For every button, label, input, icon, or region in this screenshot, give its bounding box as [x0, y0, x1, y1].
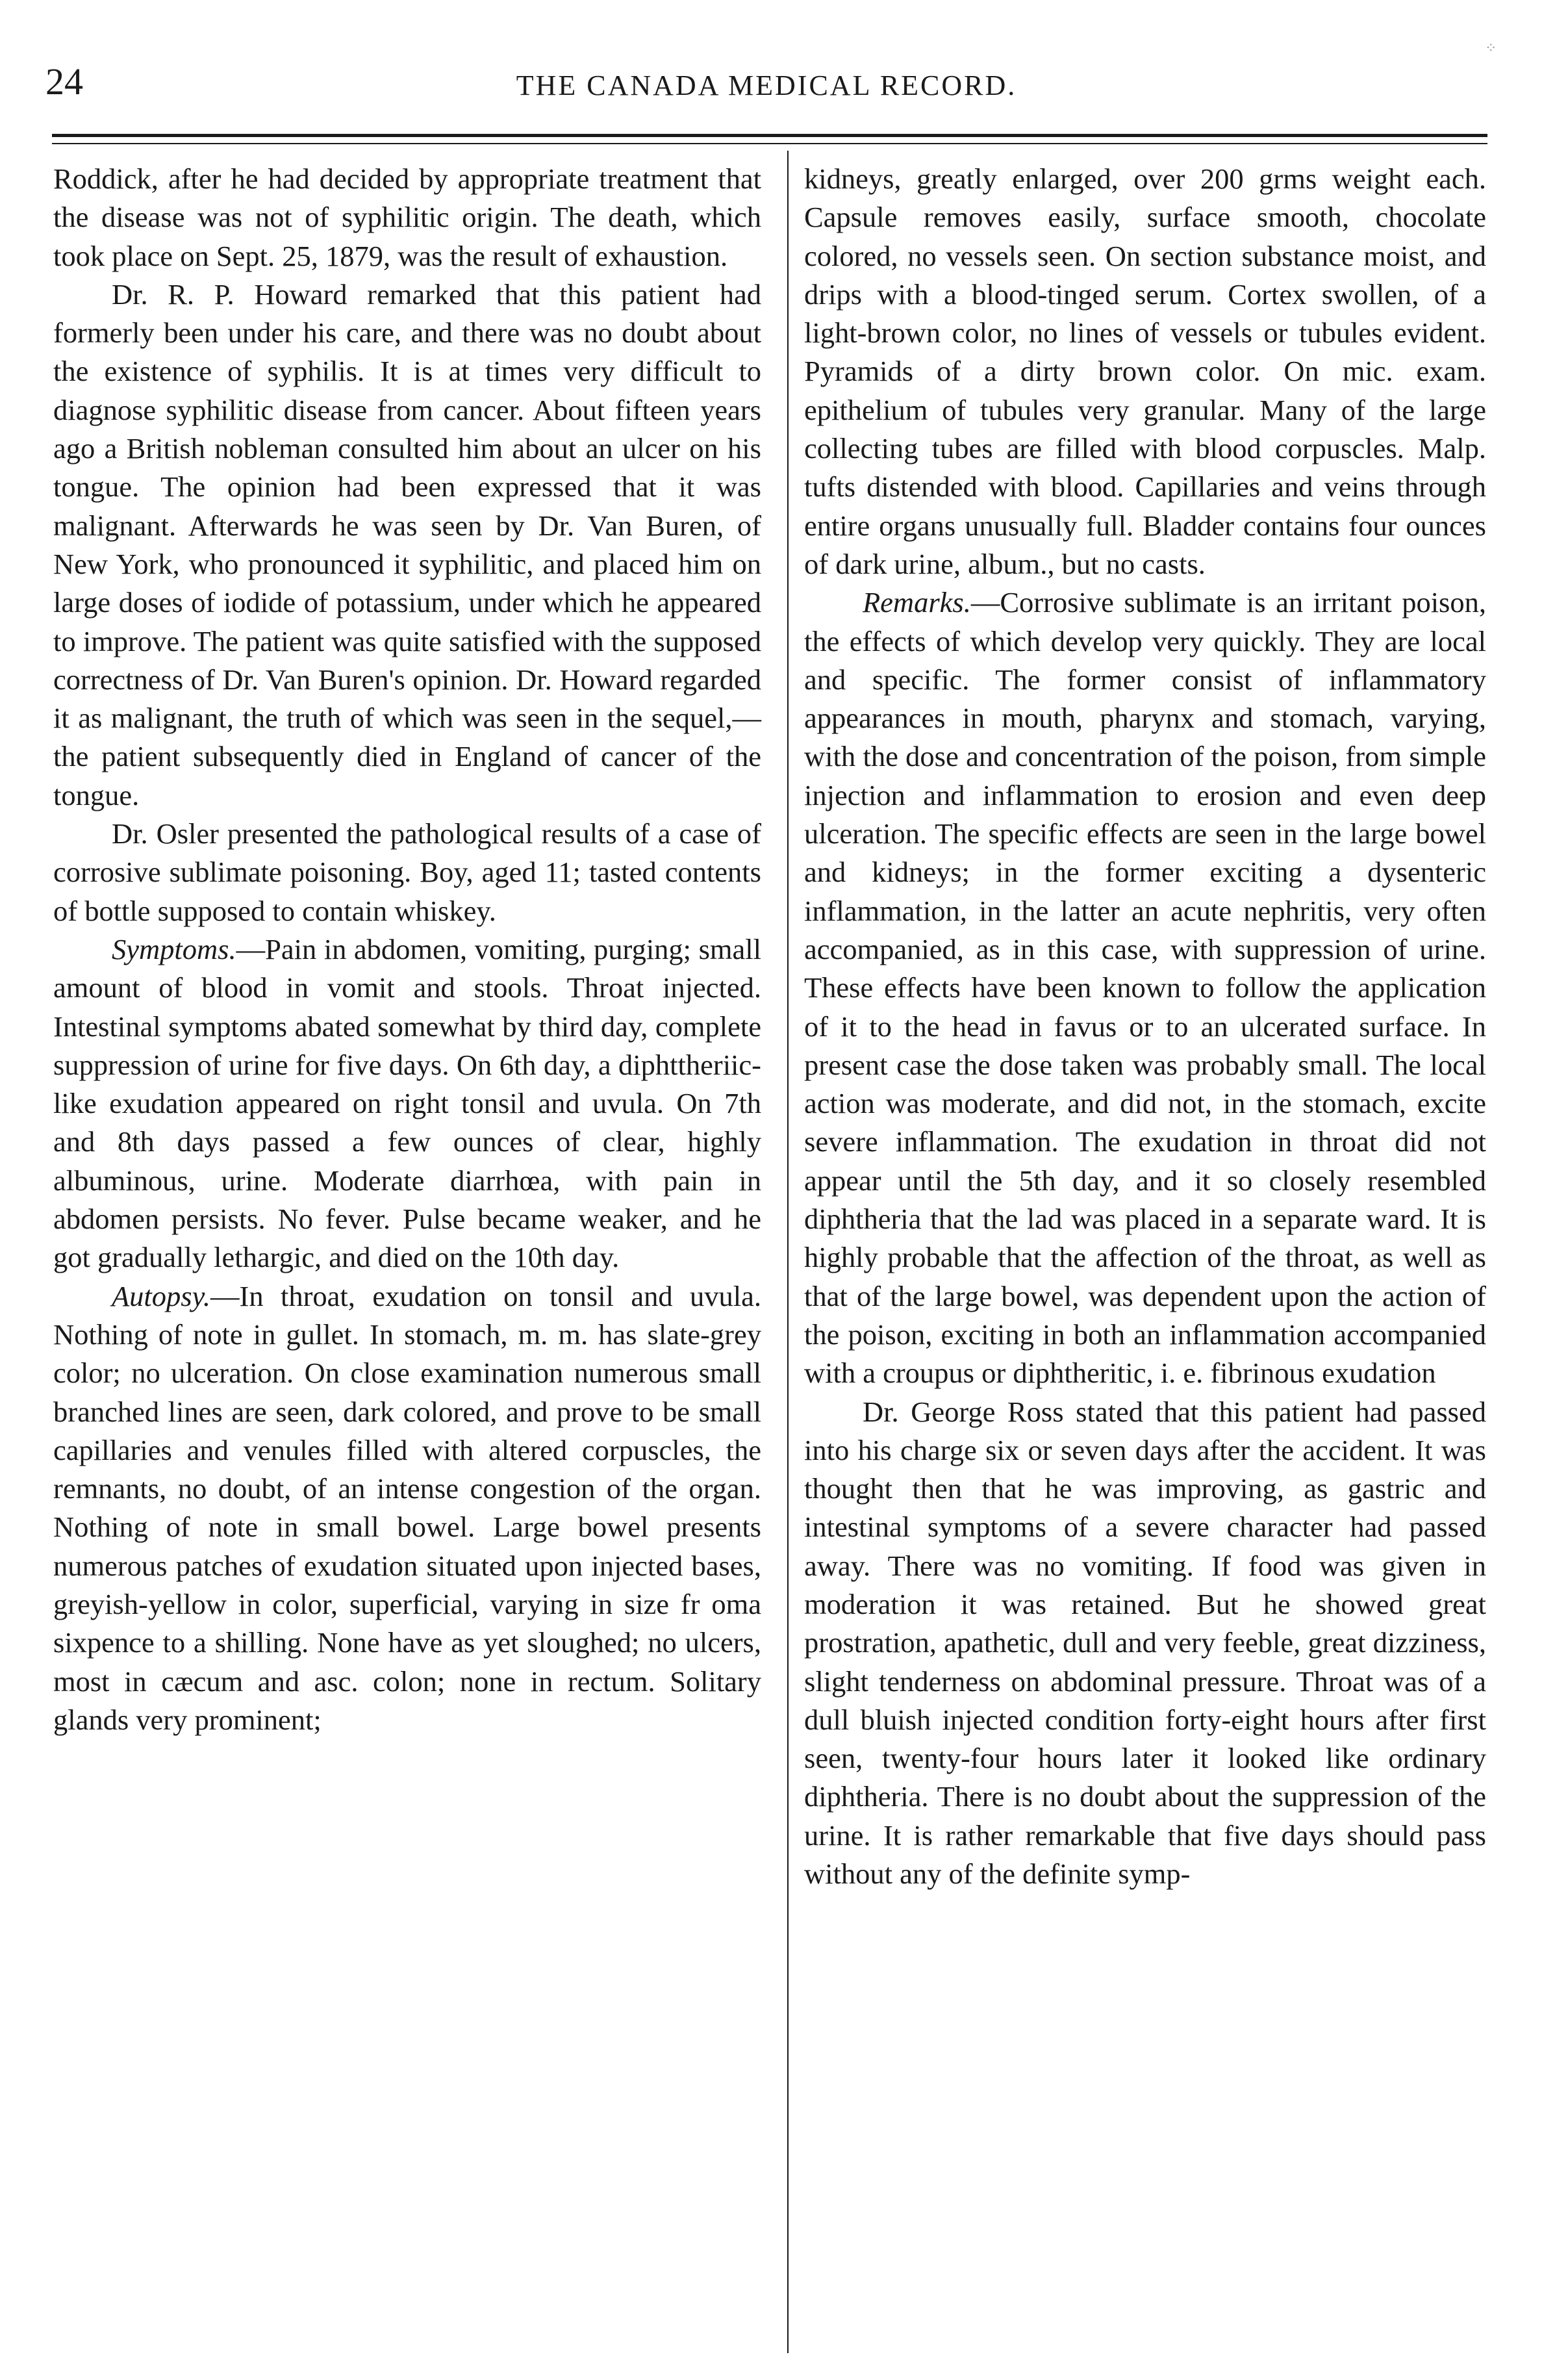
column-divider — [787, 151, 789, 2353]
paragraph-remarks — [804, 583, 1486, 1392]
autopsy-heading: Autopsy. — [112, 1279, 211, 1312]
remarks-heading: Remarks. — [863, 586, 971, 619]
remarks-text: —Corrosive sublimate is an irritant poison, the effects of which develop very quickly. They are local and specific. The former consist of inflammatory appearances in mouth, pharynx and stomach, varying, with the dose and concentration of the poison, from simple injection and inflammation to erosion and even deep ulceration. The specific effects are seen in the large bowel and kidneys; in the former exciting a dysenteric inflammation, in the latter an acute nephritis, very often accompanied, as in this case, with suppression of urine. These effects have been known to follow the application of it to the head in favus or to an ulcerated surface. In present case the dose taken was probably small. The local action was moderate, and did not, in the stomach, excite severe inflammation. The exudation in throat did not appear until the 5th day, and it so closely resembled diphtheria that the lad was placed in a separate ward. It is highly probable that the affection of the throat, as well as that of the large bowel, was dependent upon the action of the poison, exciting in both an inflammation accompanied with a croupus or diphtheritic, i. e. fibrinous exudation — [804, 586, 1486, 1390]
page-header — [45, 60, 1487, 112]
paragraph-autopsy — [53, 1277, 761, 1740]
symptoms-text: —Pain in abdomen, vomiting, purging; small amount of blood in vomit and stools. Throat injected. Intestinal symptoms abated somewhat by third day, complete suppression of urine for five days. On 6th day, a diphttheriic-like exudation appeared on right tonsil and uvula. On 7th and 8th days passed a few ounces of clear, highly albuminous, urine. Moderate diarrhœa, with pain in abdomen persists. No fever. Pulse became weaker, and he got gradually lethargic, and died on the 10th day. — [53, 932, 761, 1274]
paragraph-howard-remarks: Dr. R. P. Howard remarked that this patient had formerly been under his care, and there was no doubt about the existence of syphilis. It is at times very difficult to diagnose syphilitic disease from cancer. About fifteen years ago a British nobleman consulted him about an ulcer on his tongue. The opinion had been expressed that it was malignant. Afterwards he was seen by Dr. Van Buren, of New York, who pronounced it syphilitic, and placed him on large doses of iodide of potassium, under which he appeared to improve. The patient was quite satisfied with the supposed correctness of Dr. Van Buren's opinion. Dr. Howard regarded it as malignant, the truth of which was seen in the sequel,—the patient subsequently died in England of cancer of the tongue. — [53, 277, 761, 811]
header-rule-thick — [52, 134, 1487, 137]
right-column — [804, 160, 1486, 1893]
paragraph-roddick-continuation: Roddick, after he had decided by appropriate treatment that the disease was not of syphilitic origin. The death, which took place on Sept. 25, 1879, was the result of exhaustion. — [53, 162, 761, 272]
paragraph-ross-statement: Dr. George Ross stated that this patient had passed into his charge six or seven days after the accident. It was thought then that he was improving, as gastric and intestinal symptoms of a severe character had passed away. There was no vomiting. If food was given in moderation it was retained. But he showed great prostration, apathetic, dull and very feeble, great dizziness, slight tenderness on abdominal pressure. Throat was of a dull bluish injected condition forty-eight hours after first seen, twenty-four hours later it looked like ordinary diphtheria. There is no doubt about the suppression of the urine. It is rather remarkable that five days should pass without any of the definite symp- — [804, 1395, 1486, 1891]
autopsy-text: —In throat, exudation on tonsil and uvula. Nothing of note in gullet. In stomach, m. m. has slate-grey color; no ulceration. On close examination numerous small branched lines are seen, dark colored, and prove to be small capillaries and venules filled with altered corpuscles, the remnants, no doubt, of an intense congestion of the organ. Nothing of note in small bowel. Large bowel presents numerous patches of exudation situated upon injected bases, greyish-yellow in color, superficial, varying in size fr oma sixpence to a shilling. None have as yet sloughed; no ulcers, most in cæcum and asc. colon; none in rectum. Solitary glands very prominent; — [53, 1279, 761, 1736]
header-rule-thin — [52, 143, 1487, 144]
running-head: THE CANADA MEDICAL RECORD. — [516, 70, 1017, 101]
paragraph-osler-case: Dr. Osler presented the pathological results of a case of corrosive sublimate poisoning. Boy, aged 11; tasted contents of bottle supposed to contain whiskey. — [53, 817, 761, 927]
left-column — [53, 160, 761, 1739]
page-number: 24 — [45, 60, 83, 103]
paragraph-kidneys: kidneys, greatly enlarged, over 200 grms weight each. Capsule removes easily, surface smooth, chocolate colored, no vessels seen. On section substance moist, and drips with a blood-tinged serum. Cortex swollen, of a light-brown color, no lines of vessels or tubules evident. Pyramids of a dirty brown color. On mic. exam. epithelium of tubules very granular. Many of the large collecting tubes are filled with blood corpuscles. Malp. tufts distended with blood. Capillaries and veins through entire organs unusually full. Bladder contains four ounces of dark urine, album., but no casts. — [804, 162, 1486, 580]
page-corner-smudge-icon: ⁘ — [1485, 40, 1497, 57]
paragraph-symptoms — [53, 930, 761, 1277]
symptoms-heading: Symptoms. — [112, 932, 236, 965]
